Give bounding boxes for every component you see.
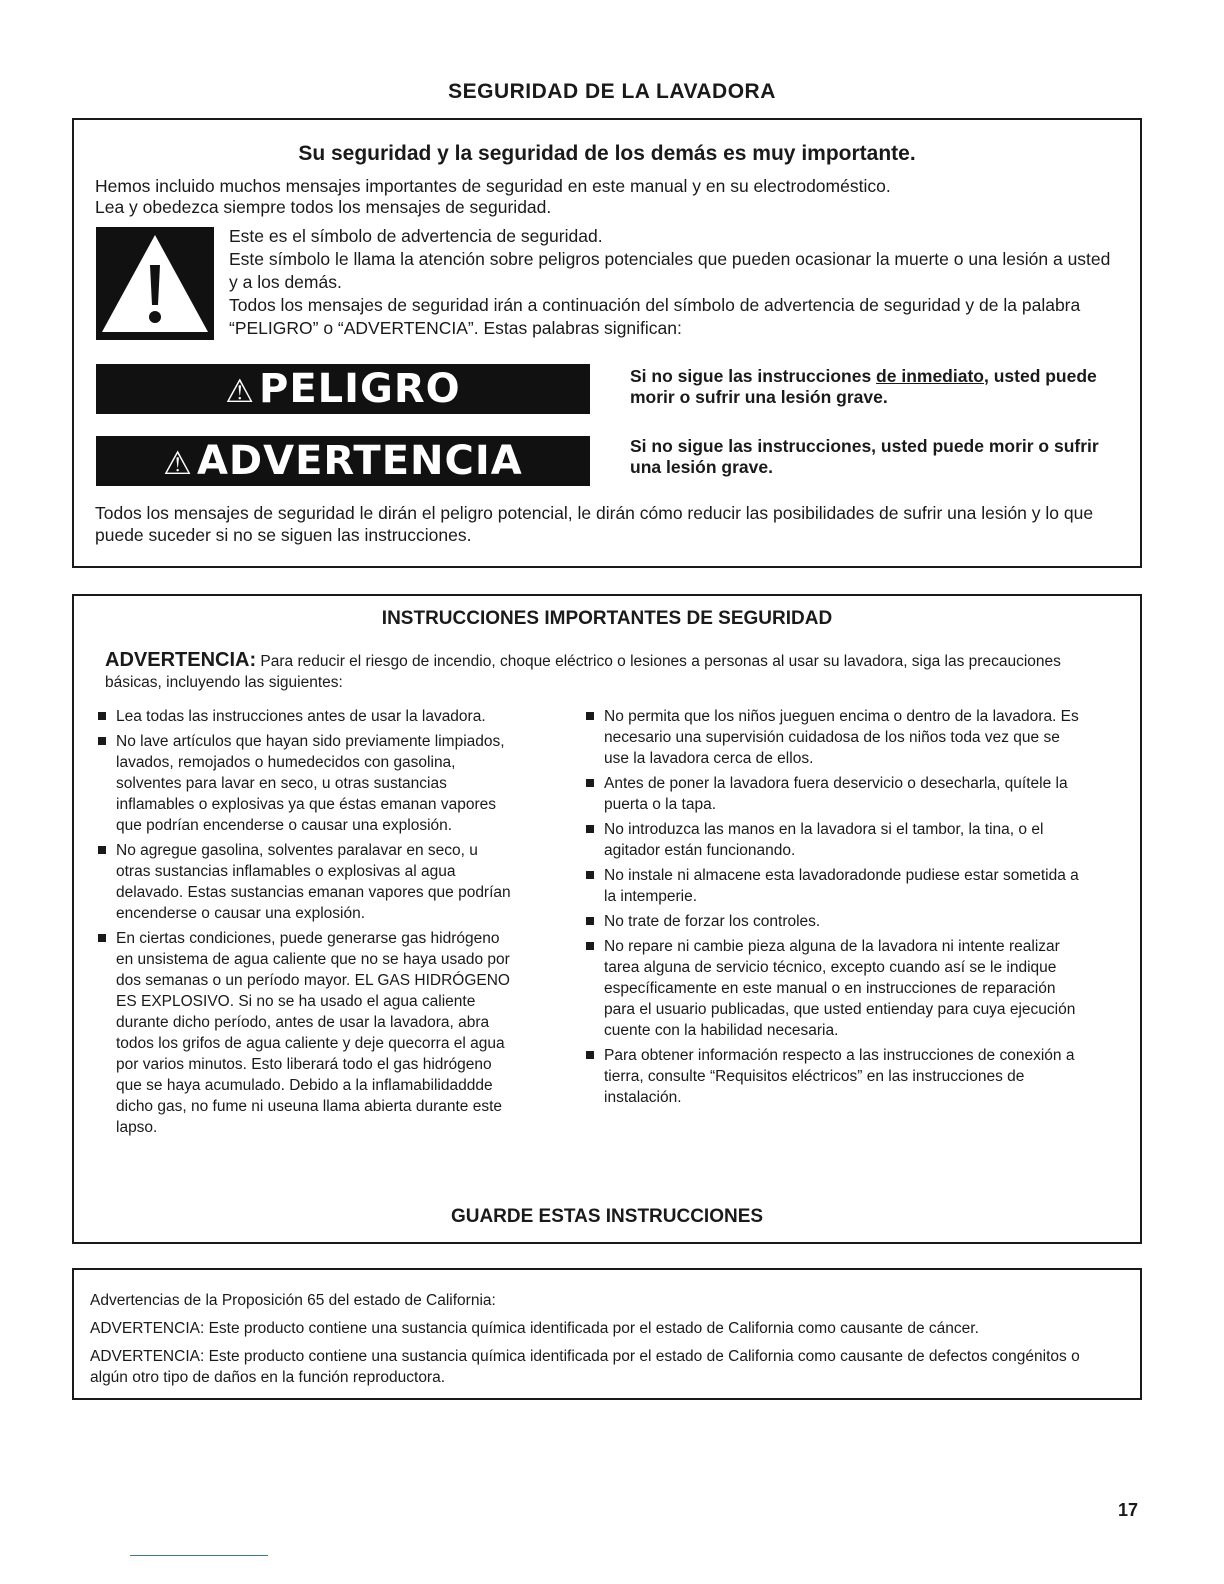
list-item-text: No agregue gasolina, solventes paralavar en seco, u otras sustancias inflamables o explosivas al agua delavado. Estas sustancias emanan vapores que podrían encenderse o causar una explosión. <box>116 842 511 922</box>
bullet-icon <box>98 934 106 942</box>
advertencia-intro <box>105 650 1115 693</box>
list-item-text: Para obtener información respecto a las instrucciones de conexión a tierra, consulte “Requisitos eléctricos” en las instrucciones de instalación. <box>604 1047 1075 1106</box>
bullet-icon <box>586 942 594 950</box>
bullet-icon <box>586 917 594 925</box>
save-instructions-heading: GUARDE ESTAS INSTRUCCIONES <box>450 1206 764 1227</box>
list-item-text: No instale ni almacene esta lavadoradonde pudiese estar sometida a la intemperie. <box>604 867 1079 905</box>
instructions-right-column <box>584 706 1084 1112</box>
list-item <box>584 819 1084 861</box>
box-heading: Su seguridad y la seguridad de los demás es muy importante. <box>298 142 916 165</box>
prop65-line: Advertencias de la Proposición 65 del estado de California: <box>90 1292 496 1309</box>
advertencia-label: ADVERTENCIA: <box>105 649 257 671</box>
prop65-line: ADVERTENCIA: Este producto contiene una sustancia química identificada por el estado de California como causante de defectos congénitos o algún otro tipo de daños en la función reproductora. <box>90 1348 1080 1386</box>
list-item <box>584 706 1084 769</box>
list-item <box>584 911 1084 932</box>
intro-text <box>95 176 1115 218</box>
list-item-text: No introduzca las manos en la lavadora si el tambor, la tina, o el agitador están funcionando. <box>604 821 1044 859</box>
page-number: 17 <box>1118 1500 1139 1520</box>
list-item-text: Lea todas las instrucciones antes de usar la lavadora. <box>116 708 486 725</box>
bullet-icon <box>586 871 594 879</box>
warning-triangle-icon <box>96 227 214 340</box>
prop65-text <box>90 1290 1120 1395</box>
closing-text: Todos los mensajes de seguridad le dirán el peligro potencial, le dirán cómo reducir las posibilidades de sufrir una lesión y lo que puede suceder si no se siguen las instrucciones. <box>95 503 1094 545</box>
bullet-icon <box>98 737 106 745</box>
bullet-icon <box>98 846 106 854</box>
bullet-icon <box>586 779 594 787</box>
list-item-text: Antes de poner la lavadora fuera deservicio o desecharla, quítele la puerta o la tapa. <box>604 775 1068 813</box>
danger-signal-banner <box>96 364 590 414</box>
danger-description <box>630 366 1110 408</box>
list-item <box>96 928 516 1138</box>
section-title: SEGURIDAD DE LA LAVADORA <box>448 80 776 103</box>
list-item-text: En ciertas condiciones, puede generarse gas hidrógeno en unsistema de agua caliente que no se haya usado por dos semanas o un período mayor. EL GAS HIDRÓGENO ES EXPLOSIVO. Si no se ha usado el agua caliente durante dicho período, antes de usar la lavadora, abra todos los grifos de agua caliente y deje quecorra el agua por varios minutos. Esto liberará todo el gas hidrógeno que se haya acumulado. Debido a la inflamabilidaddde dicho gas, no fume ni useuna llama abierta durante este lapso. <box>116 930 510 1136</box>
prop65-line: ADVERTENCIA: Este producto contiene una sustancia química identificada por el estado de California como causante de cáncer. <box>90 1320 979 1337</box>
list-item <box>96 706 516 727</box>
bullet-icon <box>98 712 106 720</box>
list-item-text: No permita que los niños jueguen encima o dentro de la lavadora. Es necesario una supervisión cuidadosa de los niños toda vez que se use la lavadora cerca de ellos. <box>604 708 1079 767</box>
symbol-description <box>229 225 1119 340</box>
footer-rule <box>130 1555 268 1556</box>
symbol-line: Este símbolo le llama la atención sobre peligros potenciales que pueden ocasionar la muerte o una lesión a usted y a los demás. <box>229 249 1111 292</box>
list-item-text: No repare ni cambie pieza alguna de la lavadora ni intente realizar tarea alguna de servicio técnico, excepto cuando así se le indique específicamente en este manual o en instrucciones de reparación para el usuario publicadas, que usted entienday para cuya ejecución cuente con la habilidad necesaria. <box>604 938 1076 1039</box>
warning-signal-banner <box>96 436 590 486</box>
intro-line: Lea y obedezca siempre todos los mensajes de seguridad. <box>95 197 552 217</box>
signal-word: ADVERTENCIA <box>196 438 523 484</box>
danger-desc-emphasis: de inmediato <box>876 366 984 386</box>
alert-triangle-icon: ⚠ <box>163 444 193 482</box>
list-item-text: No trate de forzar los controles. <box>604 913 821 930</box>
intro-line: Hemos incluido muchos mensajes importantes de seguridad en este manual y en su electrodoméstico. <box>95 176 891 196</box>
advertencia-text: Para reducir el riesgo de incendio, choque eléctrico o lesiones a personas al usar su lavadora, siga las precauciones básicas, incluyendo las siguientes: <box>105 653 1061 691</box>
alert-triangle-icon: ⚠ <box>225 372 256 410</box>
signal-word: PELIGRO <box>259 366 461 412</box>
symbol-line: Todos los mensajes de seguridad irán a continuación del símbolo de advertencia de seguridad y de la palabra “PELIGRO” o “ADVERTENCIA”. Estas palabras significan: <box>229 295 1081 338</box>
danger-desc-part: Si no sigue las instrucciones <box>630 366 877 386</box>
list-item <box>584 773 1084 815</box>
danger-desc-part: , usted puede morir o sufrir una lesión grave. <box>630 366 1097 407</box>
list-item-text: No lave artículos que hayan sido previamente limpiados, lavados, remojados o humedecidos con gasolina, solventes para lavar en seco, u otras sustancias inflamables o explosivas ya que éstas emanan vapores que podrían encenderse o causar una explosión. <box>116 733 505 834</box>
symbol-line: Este es el símbolo de advertencia de seguridad. <box>229 226 603 246</box>
list-item <box>584 865 1084 907</box>
warning-description: Si no sigue las instrucciones, usted puede morir o sufrir una lesión grave. <box>630 436 1099 477</box>
bullet-icon <box>586 825 594 833</box>
list-item <box>584 936 1084 1041</box>
list-item <box>584 1045 1084 1108</box>
bullet-icon <box>586 712 594 720</box>
list-item <box>96 840 516 924</box>
instructions-heading: INSTRUCCIONES IMPORTANTES DE SEGURIDAD <box>381 608 833 629</box>
list-item <box>96 731 516 836</box>
instructions-left-column <box>96 706 516 1142</box>
bullet-icon <box>586 1051 594 1059</box>
